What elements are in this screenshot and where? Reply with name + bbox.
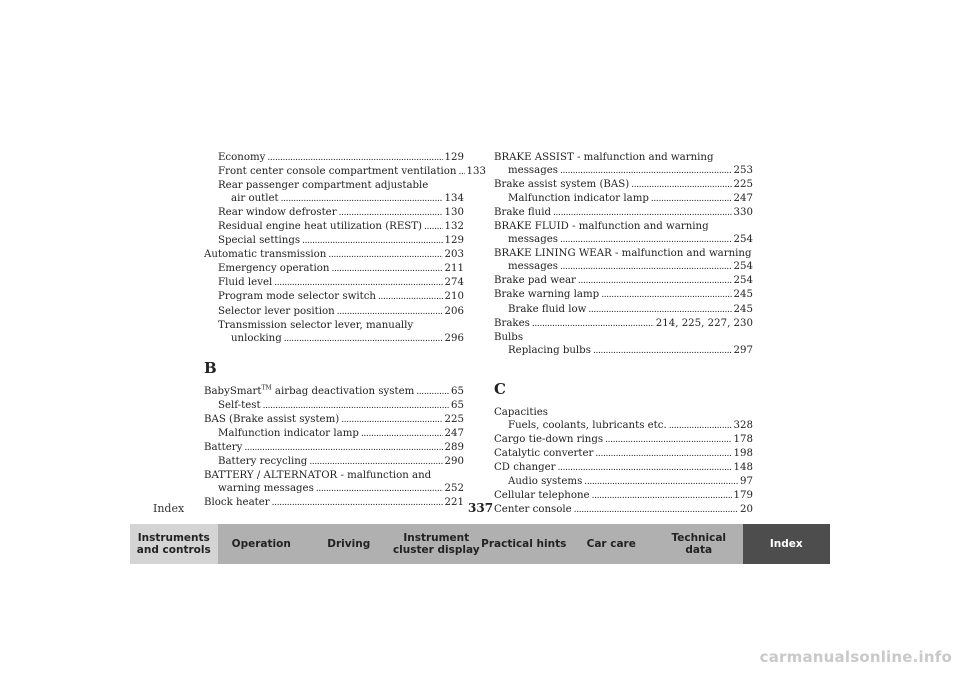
page-ref: 274 xyxy=(444,277,464,289)
dot-leader xyxy=(578,274,732,288)
index-entry xyxy=(494,274,753,288)
index-entry xyxy=(494,344,753,358)
index-entry xyxy=(494,461,753,475)
dot-leader xyxy=(337,305,443,319)
page-ref: 254 xyxy=(733,234,753,246)
entry-label: Rear passenger compartment adjustable xyxy=(218,180,429,192)
entry-label: Replacing bulbs xyxy=(508,344,591,356)
index-entry xyxy=(494,164,753,178)
dot-leader xyxy=(588,303,731,317)
nav-tab-index[interactable]: Index xyxy=(743,524,831,564)
index-entry xyxy=(204,290,464,304)
dot-leader xyxy=(328,248,442,262)
index-entry xyxy=(494,151,753,164)
entry-label: Malfunction indicator lamp xyxy=(508,193,649,205)
entry-label: messages xyxy=(508,261,558,273)
entry-label: Fuels, coolants, lubricants etc. xyxy=(508,419,667,431)
right-entry-list xyxy=(494,151,753,358)
index-entry xyxy=(204,206,464,220)
left-entry-list xyxy=(204,151,486,346)
entry-label: BRAKE ASSIST - malfunction and warning xyxy=(494,152,714,163)
page-ref: 206 xyxy=(444,305,464,317)
index-entry xyxy=(494,406,753,419)
index-entry xyxy=(494,331,753,344)
dot-leader xyxy=(331,262,442,276)
page-ref: 20 xyxy=(740,504,753,516)
page-ref: 252 xyxy=(444,482,464,494)
index-entry xyxy=(204,234,464,248)
entry-label: Transmission selector lever, manually xyxy=(218,319,414,331)
entry-label: warning messages xyxy=(218,482,314,494)
watermark: carmanualsonline.info xyxy=(759,648,952,666)
dot-leader xyxy=(316,482,443,496)
dot-leader xyxy=(601,288,731,302)
nav-tab-operation[interactable]: Operation xyxy=(218,524,306,564)
entry-label: unlocking xyxy=(231,332,282,344)
entry-label: Emergency operation xyxy=(218,263,330,275)
dot-leader xyxy=(274,276,442,290)
page-ref: 133 xyxy=(466,166,486,178)
entry-label: Brake warning lamp xyxy=(494,289,600,301)
index-entry xyxy=(494,206,753,220)
index-column-left xyxy=(204,151,486,510)
index-entry xyxy=(494,192,753,206)
index-entry xyxy=(204,496,464,510)
page-ref: 245 xyxy=(733,289,753,301)
index-entry xyxy=(494,447,753,461)
index-entry xyxy=(494,433,753,447)
index-entry xyxy=(494,288,753,302)
section-letter-c: C xyxy=(494,379,506,398)
dot-leader xyxy=(416,385,449,399)
dot-leader xyxy=(267,151,442,165)
entry-label: Bulbs xyxy=(494,331,524,343)
dot-leader xyxy=(595,447,731,461)
nav-tab-technical-data[interactable]: Technical data xyxy=(655,524,743,564)
entry-label: Capacities xyxy=(494,406,549,418)
index-entry xyxy=(204,455,464,469)
dot-leader xyxy=(553,206,732,220)
footer-section-label: Index xyxy=(153,502,185,515)
index-entry xyxy=(204,179,464,192)
entry-label: Selector lever position xyxy=(218,305,335,317)
dot-leader xyxy=(339,206,443,220)
page-ref: 211 xyxy=(444,263,464,275)
babysmart-name: BabySmart xyxy=(204,385,262,397)
page-ref: 129 xyxy=(444,152,464,163)
page-ref: 148 xyxy=(733,461,753,473)
page-ref: 179 xyxy=(733,489,753,501)
trademark-mark: TM xyxy=(261,384,272,392)
index-entry xyxy=(494,419,753,433)
page-ref: 203 xyxy=(444,249,464,261)
page-ref: 129 xyxy=(444,235,464,247)
entry-label: Rear window defroster xyxy=(218,207,337,219)
index-entry xyxy=(204,262,464,276)
index-entry xyxy=(494,317,753,331)
index-entry xyxy=(204,413,464,427)
page-ref: 225 xyxy=(733,179,753,191)
dot-leader xyxy=(284,332,443,346)
page-ref: 247 xyxy=(444,427,464,439)
nav-tab-instrument-cluster-display[interactable]: Instrument cluster display xyxy=(393,524,481,564)
entry-label: Malfunction indicator lamp xyxy=(218,427,359,439)
nav-tab-car-care[interactable]: Car care xyxy=(568,524,656,564)
dot-leader xyxy=(459,165,465,179)
dot-leader xyxy=(302,234,442,248)
index-entry xyxy=(204,319,464,332)
dot-leader xyxy=(631,178,731,192)
dot-leader xyxy=(309,455,442,469)
entry-label: air outlet xyxy=(231,193,279,205)
entry-label: messages xyxy=(508,165,558,177)
page-ref: 330 xyxy=(733,207,753,219)
entry-label: BATTERY / ALTERNATOR - malfunction and xyxy=(204,469,432,481)
entry-label: Cargo tie-down rings xyxy=(494,433,604,445)
index-entry xyxy=(204,276,464,290)
index-entry xyxy=(494,303,753,317)
chapter-nav-bar xyxy=(130,524,830,564)
index-entry xyxy=(204,248,464,262)
page-ref: 97 xyxy=(740,475,753,487)
entry-label: Front center console compartment ventilation xyxy=(218,166,457,178)
index-entry xyxy=(494,233,753,247)
page-ref: 130 xyxy=(444,207,464,219)
section-letter-b: B xyxy=(204,358,217,377)
dot-leader xyxy=(605,433,731,447)
page-ref: 178 xyxy=(733,433,753,445)
index-entry-babysmart xyxy=(204,385,464,399)
entry-label: BAS (Brake assist system) xyxy=(204,413,340,425)
page-ref: 65 xyxy=(451,385,464,397)
entry-label: Special settings xyxy=(218,235,301,247)
dot-leader xyxy=(560,164,732,178)
page-ref: 328 xyxy=(733,419,753,431)
entry-label: messages xyxy=(508,234,558,246)
nav-tab-practical-hints[interactable]: Practical hints xyxy=(480,524,568,564)
entry-label: Fluid level xyxy=(218,277,273,289)
section-b-entry-list xyxy=(204,399,464,510)
dot-leader xyxy=(560,260,732,274)
entry-label: Catalytic converter xyxy=(494,447,594,459)
dot-leader xyxy=(281,192,443,206)
dot-leader xyxy=(532,317,654,331)
index-column-right xyxy=(494,151,753,517)
entry-label: Program mode selector switch xyxy=(218,291,376,303)
entry-label: Center console xyxy=(494,504,572,516)
entry-label: Brakes xyxy=(494,317,530,329)
index-entry xyxy=(204,220,464,234)
dot-leader xyxy=(592,489,732,503)
index-entry xyxy=(204,192,464,206)
index-entry xyxy=(204,482,464,496)
page-ref: 296 xyxy=(444,332,464,344)
entry-label: Brake fluid low xyxy=(508,303,587,315)
page-ref: 221 xyxy=(444,497,464,509)
dot-leader xyxy=(341,413,442,427)
page-ref: 290 xyxy=(444,455,464,467)
index-entry xyxy=(494,178,753,192)
page-ref: 253 xyxy=(733,165,753,177)
index-entry xyxy=(204,399,464,413)
entry-label: Residual engine heat utilization (REST) xyxy=(218,221,423,233)
dot-leader xyxy=(574,503,738,517)
index-entry xyxy=(204,305,464,319)
index-entry xyxy=(204,469,464,482)
index-entry xyxy=(204,427,464,441)
entry-label: Brake fluid xyxy=(494,207,552,219)
dot-leader xyxy=(651,192,732,206)
entry-label: Battery recycling xyxy=(218,455,308,467)
entry-label: Brake assist system (BAS) xyxy=(494,179,630,191)
dot-leader xyxy=(378,290,443,304)
dot-leader xyxy=(593,344,732,358)
index-entry xyxy=(204,332,464,346)
entry-label: Brake pad wear xyxy=(494,275,576,287)
nav-tab-driving[interactable]: Driving xyxy=(305,524,393,564)
dot-leader xyxy=(263,399,449,413)
page-ref: 289 xyxy=(444,441,464,453)
index-entry xyxy=(494,220,753,233)
page-ref: 254 xyxy=(733,275,753,287)
entry-label: Automatic transmission xyxy=(204,249,327,261)
dot-leader xyxy=(424,220,443,234)
index-entry xyxy=(204,151,464,165)
page-ref: 65 xyxy=(451,399,464,411)
page-ref: 297 xyxy=(733,344,753,356)
page-ref: 245 xyxy=(733,303,753,315)
entry-label: BRAKE LINING WEAR - malfunction and warning xyxy=(494,248,752,260)
index-entry xyxy=(494,247,753,260)
entry-label: BRAKE FLUID - malfunction and warning xyxy=(494,221,709,233)
entry-label: CD changer xyxy=(494,461,556,473)
page-ref: 134 xyxy=(444,193,464,205)
page-ref: 254 xyxy=(733,261,753,273)
index-entry xyxy=(494,503,753,517)
dot-leader xyxy=(560,233,732,247)
section-c-entry-list xyxy=(494,406,753,517)
page-ref: 210 xyxy=(444,291,464,303)
entry-label: Battery xyxy=(204,441,243,453)
page-ref: 247 xyxy=(733,193,753,205)
entry-label: Audio systems xyxy=(508,475,583,487)
dot-leader xyxy=(558,461,732,475)
index-entry xyxy=(204,165,486,179)
index-entry xyxy=(494,260,753,274)
entry-label: Economy xyxy=(218,152,266,163)
babysmart-label-rest: airbag deactivation system xyxy=(271,385,415,397)
dot-leader xyxy=(361,427,443,441)
index-entry xyxy=(494,489,753,503)
dot-leader xyxy=(584,475,738,489)
page-ref: 132 xyxy=(444,221,464,233)
page-ref: 198 xyxy=(733,447,753,459)
page-ref: 225 xyxy=(444,413,464,425)
dot-leader xyxy=(244,441,442,455)
entry-label: Block heater xyxy=(204,497,270,509)
page-ref: 214, 225, 227, 230 xyxy=(655,317,753,329)
index-entry xyxy=(204,441,464,455)
page-number: 337 xyxy=(468,501,494,515)
entry-label: Self-test xyxy=(218,399,261,411)
dot-leader xyxy=(669,419,732,433)
nav-tab-instruments-and-controls[interactable]: Instruments and controls xyxy=(130,524,218,564)
entry-label: Cellular telephone xyxy=(494,489,590,501)
index-entry xyxy=(494,475,753,489)
dot-leader xyxy=(272,496,443,510)
